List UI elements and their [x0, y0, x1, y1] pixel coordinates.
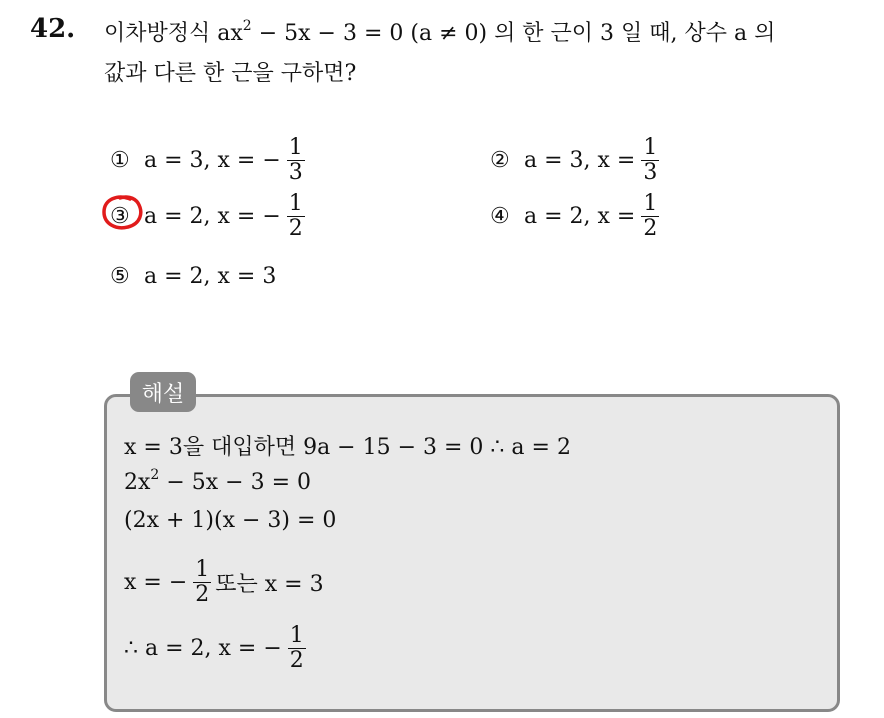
- answer-circle-icon: [100, 193, 146, 233]
- choice-5[interactable]: ⑤ a = 2, x = 3: [110, 263, 277, 289]
- choice-2[interactable]: ② a = 3, x = $\frac{1}{3}$: [490, 135, 658, 185]
- fraction: $\frac{1}{3}$: [288, 135, 303, 185]
- fraction: $\frac{1}{2}$: [289, 623, 304, 673]
- choice-mark: ①: [110, 147, 130, 173]
- question-number: 42.: [30, 14, 76, 44]
- solution-line-2: $2x^2 - 5x - 3 = 0$: [124, 467, 311, 495]
- solution-line-5: ∴ a = 2, x = − $\frac{1}{2}$: [124, 623, 304, 673]
- choice-4[interactable]: ④ a = 2, x = $\frac{1}{2}$: [490, 191, 658, 241]
- question-text-line2: 값과 다른 한 근을 구하면?: [104, 61, 357, 86]
- question-text-line1: 이차방정식 $ax^2 - 5x - 3 = 0$ (a ≠ 0) 의 한 근이 3 일 때, 상수 a 의: [104, 18, 776, 46]
- solution-line-3: (2x + 1)(x − 3) = 0: [124, 508, 337, 533]
- choice-mark: ②: [490, 147, 510, 173]
- choice-1[interactable]: ① a = 3, x = − $\frac{1}{3}$: [110, 135, 303, 185]
- solution-tab: 해설: [130, 372, 196, 412]
- fraction: $\frac{1}{3}$: [643, 135, 658, 185]
- solution-line-1: x = 3을 대입하면 9a − 15 − 3 = 0 ∴ a = 2: [124, 435, 571, 460]
- choice-3[interactable]: ③ a = 2, x = − $\frac{1}{2}$: [110, 191, 303, 241]
- choice-mark: ⑤: [110, 263, 130, 289]
- fraction: $\frac{1}{2}$: [288, 191, 303, 241]
- solution-line-4: x = − $\frac{1}{2}$ 또는 x = 3: [124, 557, 324, 607]
- fraction: $\frac{1}{2}$: [195, 557, 210, 607]
- choice-mark: ④: [490, 203, 510, 229]
- choice-mark: ③: [110, 203, 130, 229]
- fraction: $\frac{1}{2}$: [643, 191, 658, 241]
